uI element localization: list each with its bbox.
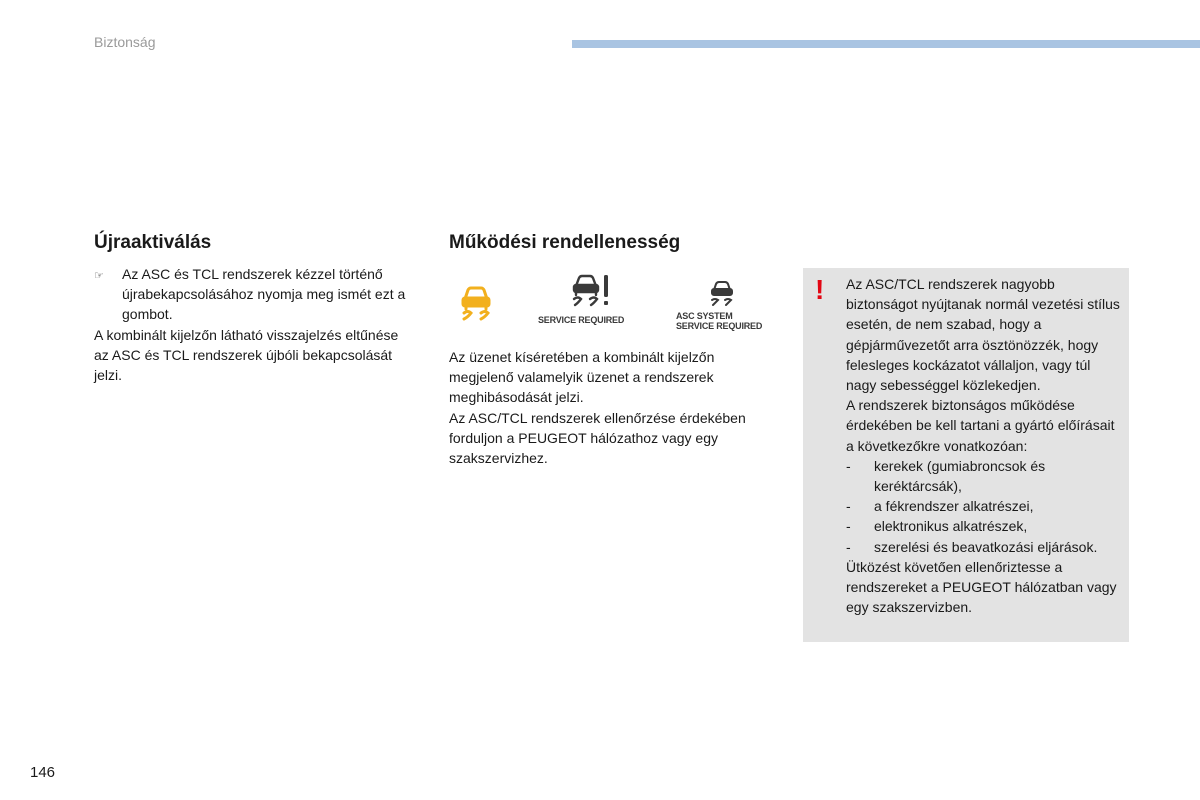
list-item: - a fékrendszer alkatrészei, [846,496,1124,516]
list-item: - szerelési és beavatkozási eljárások. [846,537,1124,557]
notice-closing: Ütközést követően ellenőriztesse a rendszereket a PEUGEOT hálózatban vagy egy szakszervizben. [846,558,1117,616]
page-number: 146 [30,764,56,781]
list-item-text: a fékrendszer alkatrészei, [874,498,1034,515]
malfunction-paragraph: Az ASC/TCL rendszerek ellenőrzése érdekében forduljon a PEUGEOT hálózathoz vagy egy szakszervizhez. [449,409,746,467]
asc-service-indicator [676,280,776,331]
malfunction-body [449,347,769,468]
service-required-indicator [538,272,634,325]
malfunction-heading: Működési rendellenesség [449,232,681,253]
skid-service-icon [676,280,776,306]
header-rule [572,40,1200,48]
list-item: - elektronikus alkatrészek, [846,516,1124,536]
list-item-text: szerelési és beavatkozási eljárások. [874,538,1098,555]
reactivation-heading: Újraaktiválás [94,232,212,253]
skid-service-icon [538,272,634,310]
list-item-text: elektronikus alkatrészek, [874,518,1028,535]
service-required-label: SERVICE REQUIRED [676,321,763,331]
list-item-text: kerekek (gumiabroncsok és keréktárcsák), [874,457,1046,495]
bullet-text: Az ASC és TCL rendszerek kézzel történő újrabekapcsolásához nyomja meg ismét ezt a gombot. [122,266,406,323]
warning-notice-box [803,268,1129,642]
pointing-hand-icon: ☞ [94,270,104,282]
notice-text [846,274,1124,617]
malfunction-paragraph: Az üzenet kíséretében a kombinált kijelzőn megjelenő valamelyik üzenet a rendszerek meghibásodását jelzi. [449,349,715,406]
reactivation-paragraph: A kombinált kijelzőn látható visszajelzés eltűnése az ASC és TCL rendszerek újbóli bekapcsolását jelzi. [94,326,399,384]
indicator-icons [456,272,786,330]
reactivation-body [94,264,416,385]
notice-intro: Az ASC/TCL rendszerek nagyobb biztonságot nyújtanak normál vezetési stílus esetén, de nem szabad, hogy a gépjárművezetőt arra ösztönözzék, hogy felesleges kockázatot vállaljon, vagy túl nagy sebességgel közlekedjen. [846,276,1120,394]
section-title: Biztonság [94,34,156,50]
service-required-label: SERVICE REQUIRED [538,315,625,325]
skid-warning-icon [456,282,496,322]
list-item: - kerekek (gumiabroncsok és keréktárcsák), [846,456,1124,496]
bullet-item [94,264,416,325]
asc-system-label: ASC SYSTEM [676,311,733,321]
notice-requirement: A rendszerek biztonságos működése érdekében be kell tartani a gyártó előírásait a következőkre vonatkozóan: [846,397,1115,454]
exclamation-icon: ! [815,274,825,305]
